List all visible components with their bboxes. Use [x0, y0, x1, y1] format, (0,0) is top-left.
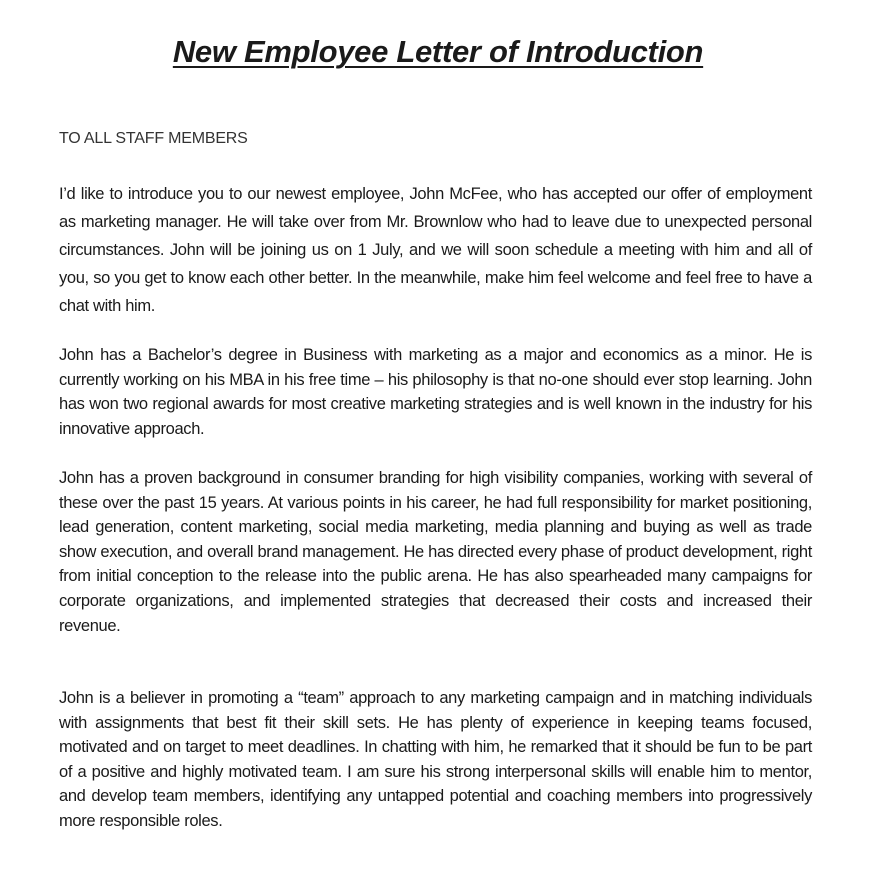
paragraph-introduction: I’d like to introduce you to our newest employee, John McFee, who has accepted our offer of employment as marketing manager. He will take over from Mr. Brownlow who had to leave due to unexpected personal circumstances. John will be joining us on 1 July, and we will soon schedule a meeting with him and all of you, so you get to know each other better. In the meanwhile, make him feel welcome and feel free to have a chat with him.	[59, 185, 812, 315]
document-title: New Employee Letter of Introduction	[172, 34, 704, 69]
salutation: TO ALL STAFF MEMBERS	[59, 130, 248, 147]
paragraph-team-approach: John is a believer in promoting a “team” approach to any marketing campaign and in matching individuals with assignments that best fit their skill sets. He has plenty of experience in keeping teams focused, motivated and on target to meet deadlines. In chatting with him, he remarked that it should be fun to be part of a positive and highly motivated team. I am sure his strong interpersonal skills will enable him to mentor, and develop team members, identifying any untapped potential and coaching members into progressively more responsible roles.	[59, 689, 812, 830]
paragraph-education: John has a Bachelor’s degree in Business with marketing as a major and economics as a minor. He is currently working on his MBA in his free time – his philosophy is that no-one should ever stop learning. John has won two regional awards for most creative marketing strategies and is well known in the industry for his innovative approach.	[59, 346, 812, 438]
paragraph-experience: John has a proven background in consumer branding for high visibility companies, working with several of these over the past 15 years. At various points in his career, he had full responsibility for market positioning, lead generation, content marketing, social media marketing, media planning and buying as well as trade show execution, and overall brand management. He has directed every phase of product development, right from initial conception to the release into the public arena. He has also spearheaded many campaigns for corporate organizations, and implemented strategies that decreased their costs and increased their revenue.	[59, 469, 812, 635]
